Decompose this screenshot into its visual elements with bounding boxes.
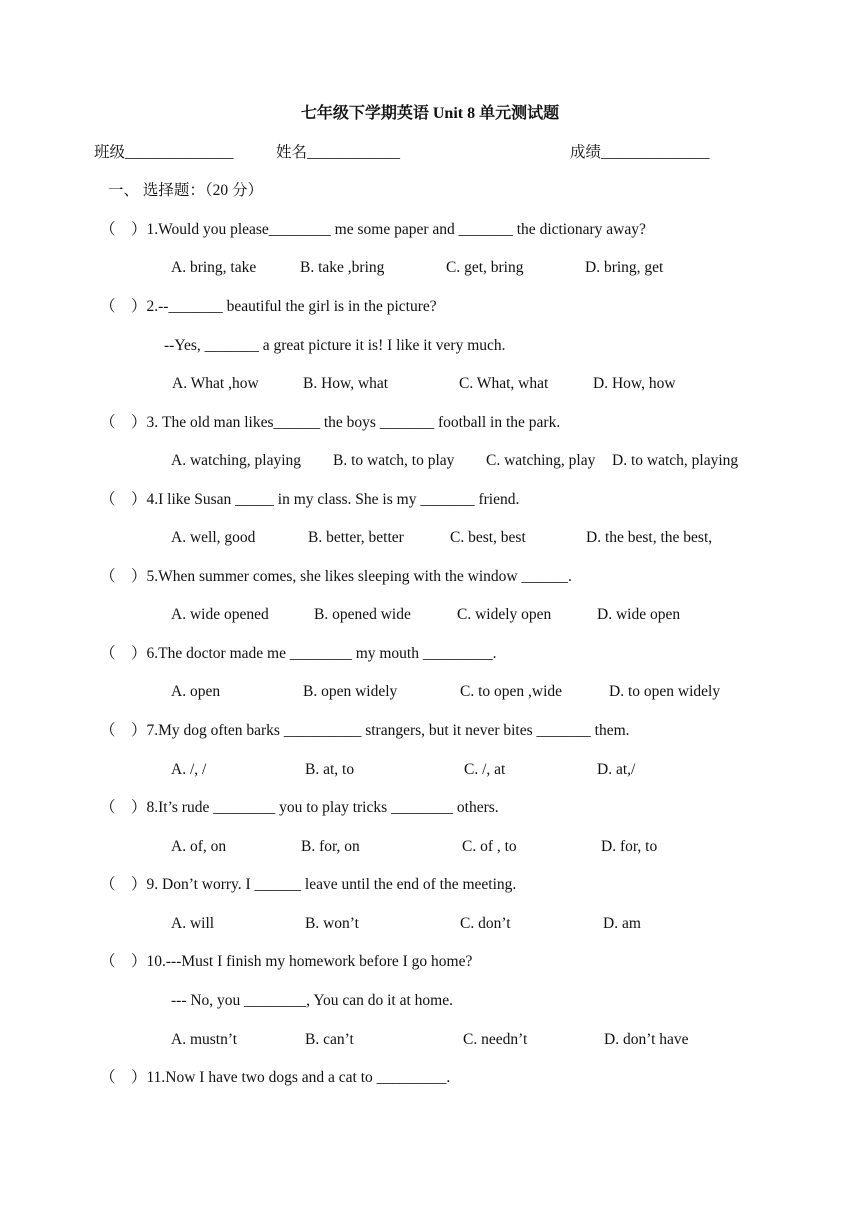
q2-option-d: D. How, how: [593, 375, 676, 392]
q3-option-d: D. to watch, playing: [612, 452, 739, 469]
q2-option-b: B. How, what: [303, 375, 389, 392]
q1-option-d: D. bring, get: [585, 259, 664, 276]
q5-option-c: C. widely open: [457, 606, 552, 623]
q4-option-b: B. better, better: [308, 529, 404, 546]
q10-option-c: C. needn’t: [463, 1031, 528, 1048]
q9-option-b: B. won’t: [305, 915, 359, 932]
question-5: （ ）5.When summer comes, she likes sleeping with the window ______.: [100, 568, 572, 585]
name-field: 姓名____________: [276, 144, 401, 161]
q7-option-c: C. /, at: [464, 761, 506, 778]
question-2-sub: --Yes, _______ a great picture it is! I like it very much.: [164, 337, 506, 354]
question-7: （ ）7.My dog often barks __________ strangers, but it never bites _______ them.: [100, 722, 630, 739]
section-heading: 一、 选择题：（20 分）: [108, 182, 264, 199]
q1-option-b: B. take ,bring: [300, 259, 385, 276]
q3-option-a: A. watching, playing: [171, 452, 302, 469]
question-11: （ ）11.Now I have two dogs and a cat to _________.: [100, 1069, 451, 1086]
q4-option-a: A. well, good: [171, 529, 256, 546]
q9-option-d: D. am: [603, 915, 641, 932]
q6-option-d: D. to open widely: [609, 683, 721, 700]
question-9: （ ）9. Don’t worry. I ______ leave until the end of the meeting.: [100, 876, 517, 893]
q8-option-d: D. for, to: [601, 838, 658, 855]
q6-option-c: C. to open ,wide: [460, 683, 563, 700]
q2-option-a: A. What ,how: [172, 375, 259, 392]
q7-option-d: D. at,/: [597, 761, 636, 778]
q10-option-b: B. can’t: [305, 1031, 354, 1048]
q4-option-d: D. the best, the best,: [586, 529, 713, 546]
q4-option-c: C. best, best: [450, 529, 526, 546]
q3-option-b: B. to watch, to play: [333, 452, 455, 469]
q1-option-a: A. bring, take: [171, 259, 257, 276]
question-3: （ ）3. The old man likes______ the boys _______ football in the park.: [100, 414, 561, 431]
question-4: （ ）4.I like Susan _____ in my class. She is my _______ friend.: [100, 491, 520, 508]
score-field: 成绩______________: [570, 144, 710, 161]
question-10: （ ）10.---Must I finish my homework before I go home?: [100, 953, 473, 970]
q1-option-c: C. get, bring: [446, 259, 524, 276]
class-field: 班级______________: [94, 144, 234, 161]
q3-option-c: C. watching, play: [486, 452, 596, 469]
q8-option-a: A. of, on: [171, 838, 227, 855]
q5-option-d: D. wide open: [597, 606, 681, 623]
q5-option-b: B. opened wide: [314, 606, 411, 623]
q8-option-b: B. for, on: [301, 838, 360, 855]
q5-option-a: A. wide opened: [171, 606, 269, 623]
question-8: （ ）8.It’s rude ________ you to play tricks ________ others.: [100, 799, 499, 816]
page-title: 七年级下学期英语 Unit 8 单元测试题: [300, 105, 560, 122]
q7-option-a: A. /, /: [171, 761, 207, 778]
q9-option-a: A. will: [171, 915, 215, 932]
question-10-sub: --- No, you ________, You can do it at home.: [171, 992, 453, 1009]
q6-option-b: B. open widely: [303, 683, 398, 700]
q7-option-b: B. at, to: [305, 761, 355, 778]
q10-option-d: D. don’t have: [604, 1031, 689, 1048]
question-6: （ ）6.The doctor made me ________ my mouth _________.: [100, 645, 497, 662]
q8-option-c: C. of , to: [462, 838, 517, 855]
q10-option-a: A. mustn’t: [171, 1031, 238, 1048]
q6-option-a: A. open: [171, 683, 221, 700]
question-2: （ ）2.--_______ beautiful the girl is in the picture?: [100, 298, 437, 315]
question-1: （ ）1.Would you please________ me some paper and _______ the dictionary away?: [100, 221, 646, 238]
q2-option-c: C. What, what: [459, 375, 549, 392]
q9-option-c: C. don’t: [460, 915, 511, 932]
